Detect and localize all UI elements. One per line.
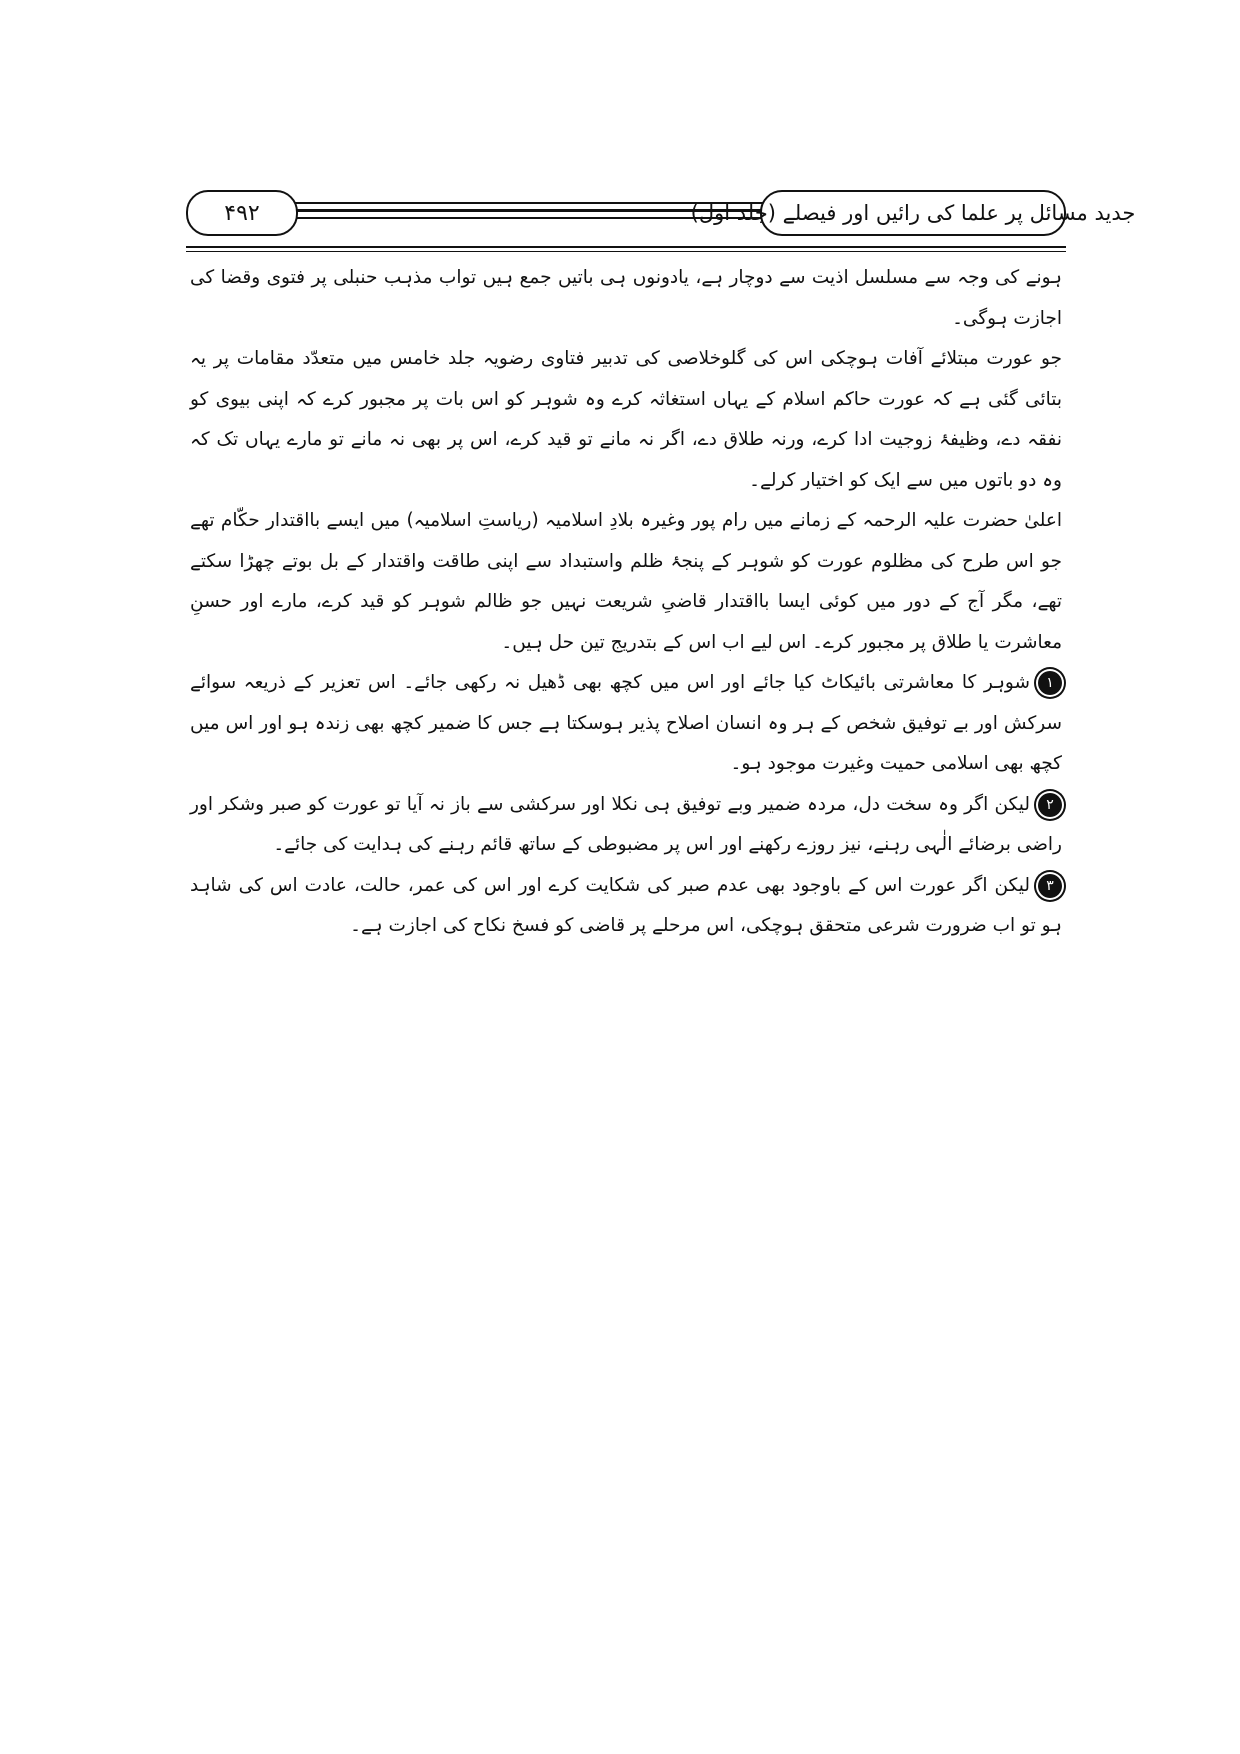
list-item-text: لیکن اگر عورت اس کے باوجود بھی عدم صبر کی شکایت کرے اور اس کی عمر، حالت، عادت اس کی شاہد ہو تو اب ضرورت شرعی متحقق ہوچکی، اس مرحلے پر قاضی کو فسخ نکاح کی اجازت ہے۔	[190, 874, 1062, 936]
list-item-text: لیکن اگر وہ سخت دل، مردہ ضمیر وبے توفیق ہی نکلا اور سرکشی سے باز نہ آیا تو عورت کو صبر وشکر اور راضی برضائے الٰہی رہنے، نیز روزے رکھنے اور اس پر مضبوطی کے ساتھ قائم رہنے کی ہدایت کی جائے۔	[190, 793, 1062, 855]
list-item-text: شوہر کا معاشرتی بائیکاٹ کیا جائے اور اس میں کچھ بھی ڈھیل نہ رکھی جائے۔ اس تعزیر کے ذریعہ سوائے سرکش اور بے توفیق شخص کے ہر وہ انسان اصلاح پذیر ہوسکتا ہے جس کا ضمیر کچھ بھی زندہ ہو اور اس میں کچھ بھی اسلامی حمیت وغیرت موجود ہو۔	[190, 672, 1062, 774]
body-text	[190, 258, 1062, 947]
paragraph: ہونے کی وجہ سے مسلسل اذیت سے دوچار ہے، یادونوں ہی باتیں جمع ہیں تواب مذہب حنبلی پر فتوی وقضا کی اجازت ہوگی۔	[190, 267, 1062, 329]
header-rule	[186, 251, 1066, 252]
header-rule	[186, 246, 1066, 248]
list-number-badge: ۲	[1038, 793, 1062, 817]
list-item	[190, 866, 1062, 947]
page-number: ۴۹۲	[186, 190, 298, 236]
list-number-badge: ۱	[1038, 671, 1062, 695]
list-number-badge: ۳	[1038, 874, 1062, 898]
list-item	[190, 785, 1062, 866]
page-header	[186, 190, 1136, 242]
running-title: جدید مسائل پر علما کی رائیں اور فیصلے (جلد اول)	[760, 190, 1066, 236]
paragraph: اعلیٰ حضرت علیہ الرحمہ کے زمانے میں رام پور وغیرہ بلادِ اسلامیہ (ریاستِ اسلامیہ) میں ایسے بااقتدار حکّام تھے جو اس طرح کی مظلوم عورت کو شوہر کے پنجۂ ظلم واستبداد سے اپنی طاقت واقتدار کے بل بوتے چھڑا سکتے تھے، مگر آج کے دور میں کوئی ایسا بااقتدار قاضیِ شریعت نہیں جو ظالم شوہر کو قید کرے، مارے اور حسنِ معاشرت یا طلاق پر مجبور کرے۔ اس لیے اب اس کے بتدریج تین حل ہیں۔	[190, 510, 1062, 653]
paragraph: جو عورت مبتلائے آفات ہوچکی اس کی گلوخلاصی کی تدبیر فتاوی رضویہ جلد خامس میں متعدّد مقامات پر یہ بتائی گئی ہے کہ عورت حاکم اسلام کے یہاں استغاثہ کرے وہ شوہر کو اس بات پر مجبور کرے کہ اپنی بیوی کو نفقہ دے، وظیفۂ زوجیت ادا کرے، ورنہ طلاق دے، اگر نہ مانے تو قید کرے، اس پر بھی نہ مانے تو مارے یہاں تک کہ وہ دو باتوں میں سے ایک کو اختیار کرلے۔	[190, 348, 1062, 491]
list-item	[190, 663, 1062, 785]
